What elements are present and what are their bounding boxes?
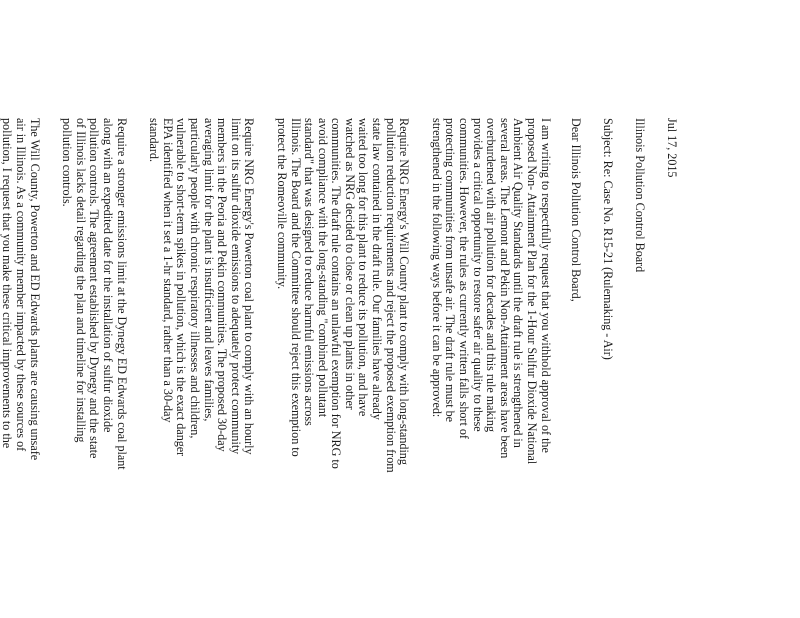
paragraph-line: communities. However, the rules as currently written falls short of <box>457 118 472 439</box>
paragraph-line: of Illinois lacks detail regarding the plan and timeline for installing <box>73 118 88 443</box>
letter-addressee: Illinois Pollution Control Board <box>633 118 648 273</box>
paragraph-line: limit on its sulfur dioxide emissions to adequately protect community <box>228 118 243 455</box>
paragraph-line: pollution reduction requirements and reject the proposed exemption from <box>383 118 398 473</box>
paragraph-ed-edwards <box>60 118 128 612</box>
paragraph-line: proposed Non- Attainment Plan for the 1-Hour Sulfur Dioxide National <box>525 118 540 465</box>
paragraph-line: avoid compliance with the long-standing "combined pollutant <box>315 118 330 418</box>
paragraph-line: Require NRG Energy's Will County plant to comply with long-standing <box>397 118 412 465</box>
paragraph-line: air in Illinois. As a community member impacted by these sources of <box>14 118 29 452</box>
paragraph-line: pollution, I request that you make these critical improvements to the <box>0 118 15 449</box>
paragraph-intro <box>429 118 551 612</box>
letter-subject: Subject: Re: Case No. R15-21 (Rulemaking - Air) <box>600 118 615 360</box>
paragraph-line: protect the Romeoville community. <box>274 118 289 290</box>
paragraph-line: communities. The draft rule contains an unlawful exemption for NRG to <box>329 118 344 469</box>
paragraph-line: EPA identified when it set a 1-hr standard, rather than a 30-day <box>160 118 175 423</box>
paragraph-line: Ambient Air Quality Standards until the draft rule is strengthened in <box>511 118 526 448</box>
paragraph-line: several areas. The Lemont and Pekin Non-Attainment areas have been <box>497 118 512 459</box>
paragraph-line: members in the Peoria and Pekin communities. The proposed 30-day <box>215 118 230 452</box>
paragraph-line: particularly people with chronic respiratory illnesses and children, <box>187 118 202 439</box>
paragraph-line: overburdened with air pollution for decades and this rule making <box>484 118 499 433</box>
paragraph-line: strengthened in the following ways before it can be approved: <box>429 118 444 418</box>
letter-salutation: Dear Illinois Pollution Control Board, <box>569 118 584 302</box>
paragraph-line: standard" that was designed to reduce harmful emissions across <box>302 118 317 426</box>
letter-date: Jul 17, 2015 <box>665 118 679 178</box>
paragraph-line: waited too long for this plant to reduce its pollution, and have <box>356 118 371 417</box>
paragraph-line: pollution controls. The agreement established by Dynegy and the state <box>87 118 102 459</box>
paragraph-line: protecting communities from unsafe air. The draft rule must be <box>443 118 458 423</box>
paragraph-line: standard. <box>147 118 162 162</box>
paragraph-line: Illinois. The Board and the Committee should reject this exemption to <box>288 118 303 457</box>
paragraph-line: I am writing to respectfully request that you withhold approval of the <box>538 118 553 453</box>
paragraph-line: The Will County, Powerton and ED Edwards plants are causing unsafe <box>27 118 42 461</box>
paragraph-line: along with an expedited date for the installation of sulfur dioxide <box>101 118 115 433</box>
paragraph-line: watched as NRG decided to close or clean up plants in other <box>342 118 357 410</box>
paragraph-line: Require a stronger emissions limit at the Dynegy ED Edwards coal plant <box>114 118 129 470</box>
paragraph-line: averaging limit for the plant is insufficient and leaves families, <box>201 118 216 422</box>
paragraph-will-county <box>274 118 410 612</box>
paragraph-line: Require NRG Energy's Powerton coal plant to comply with an hourly <box>242 118 257 455</box>
paragraph-line: provides a critical opportunity to restore safer air quality to these <box>470 118 485 432</box>
paragraph-conclusion <box>0 118 41 612</box>
paragraph-powerton <box>147 118 256 612</box>
paragraph-line: vulnerable to short-term spikes in pollution, which is the exact danger <box>174 118 189 457</box>
paragraph-line: pollution controls. <box>60 118 75 207</box>
paragraph-line: state law contained in the draft rule. Our families have already <box>370 118 385 420</box>
